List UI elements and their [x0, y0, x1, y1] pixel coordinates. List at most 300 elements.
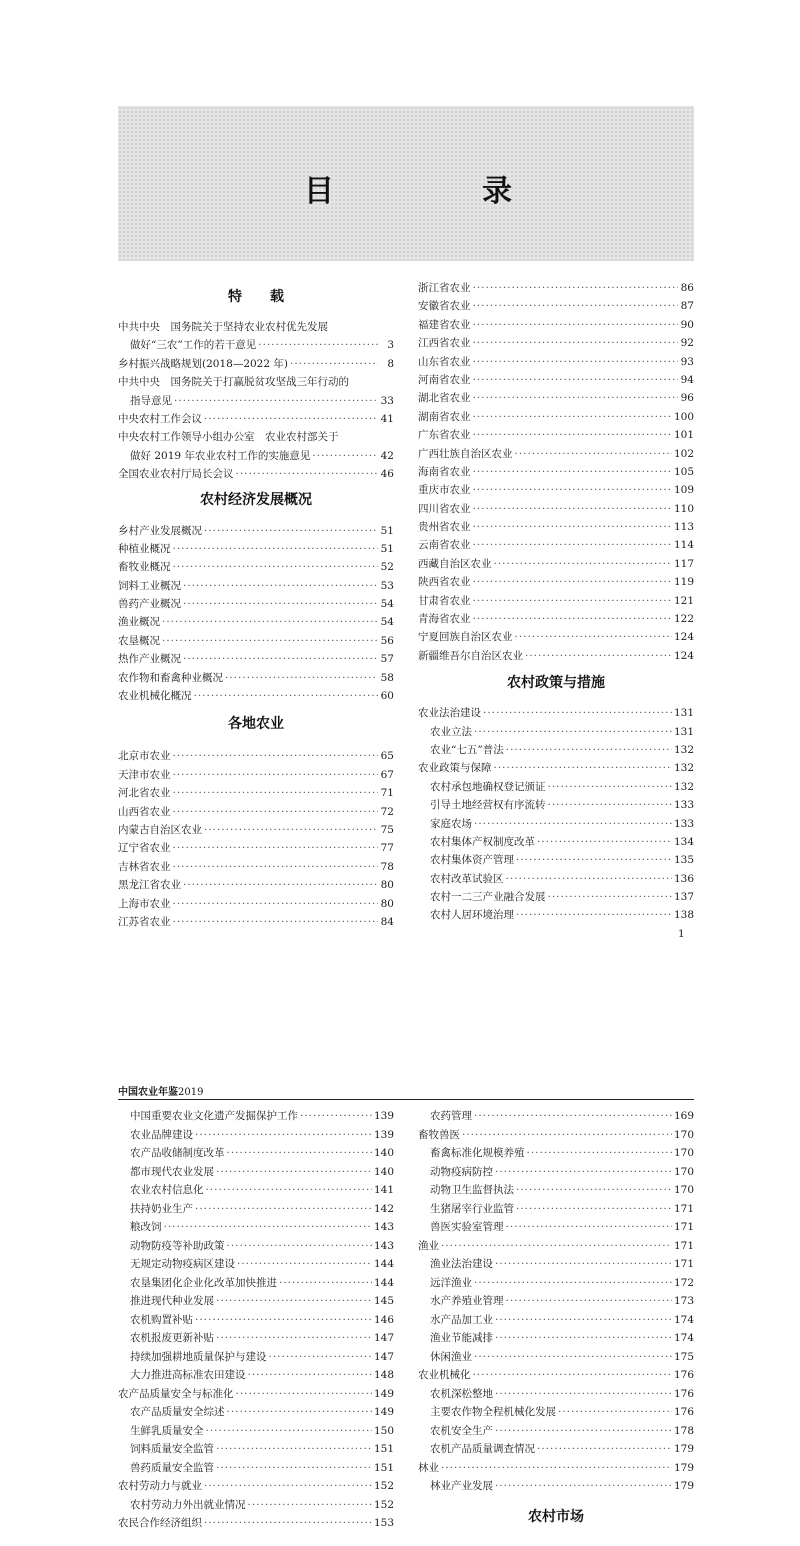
- toc-entry-page: 147: [373, 1332, 394, 1344]
- toc-entry-title: 家庭农场: [430, 817, 472, 830]
- toc-entry: [418, 796, 694, 814]
- toc-entry: [118, 428, 394, 446]
- toc-entry-page: 172: [673, 1276, 694, 1289]
- toc-entry-leader: [515, 445, 672, 463]
- toc-entry-page: 137: [673, 891, 694, 904]
- toc-entry-title: 农民合作经济组织: [118, 1517, 202, 1529]
- toc-entry-page: 72: [380, 805, 394, 818]
- toc-entry-leader: [183, 650, 378, 668]
- toc-entry-page: 122: [673, 613, 694, 626]
- toc-entry: [118, 1366, 394, 1385]
- toc-entry-leader: [495, 1255, 672, 1274]
- toc-entry-title: 都市现代农业发展: [130, 1165, 214, 1178]
- toc-entry-title: 新疆维吾尔自治区农业: [418, 649, 523, 662]
- toc-entry-page: 60: [380, 690, 394, 703]
- toc-entry-title: 宁夏回族自治区农业: [418, 631, 513, 644]
- toc-entry-page: 178: [673, 1424, 694, 1437]
- toc-entry: [418, 1366, 694, 1385]
- toc-entry-title: 农村改革试验区: [430, 872, 504, 885]
- toc-entry-page: 131: [673, 725, 694, 738]
- toc-entry: [118, 1218, 394, 1237]
- toc-entry: [118, 1440, 394, 1459]
- toc-entry-leader: [506, 741, 672, 759]
- toc-entry-page: 140: [373, 1147, 394, 1159]
- toc-entry-page: 94: [680, 373, 694, 386]
- toc-entry-leader: [290, 355, 378, 373]
- toc-entry-page: 67: [380, 768, 394, 781]
- toc-entry: [118, 1329, 394, 1348]
- toc-entry-leader: [515, 628, 672, 646]
- toc-entry-title: 陕西省农业: [418, 576, 471, 589]
- toc-entry-leader: [516, 851, 672, 869]
- toc-entry: [418, 481, 694, 499]
- toc-entry-page: 132: [673, 762, 694, 775]
- toc-entry-title: 农业政策与保障: [418, 762, 492, 775]
- toc-entry-title: 林业: [418, 1461, 439, 1474]
- toc-entry: [118, 1237, 394, 1256]
- toc-entry-page: 71: [380, 787, 394, 800]
- toc-entry: [418, 1126, 694, 1145]
- toc-entry-leader: [173, 766, 379, 784]
- toc-entry-title: 农业法治建设: [418, 707, 481, 720]
- toc-entry-title: 农业立法: [430, 725, 472, 738]
- toc-entry-page: 90: [680, 318, 694, 331]
- toc-entry-title: 黑龙江省农业: [118, 879, 181, 892]
- toc-entry-leader: [495, 1422, 672, 1441]
- toc-entry-page: 41: [380, 412, 394, 425]
- toc-entry: [418, 1329, 694, 1348]
- toc-entry: [118, 613, 394, 631]
- toc-entry-page: 84: [380, 915, 394, 928]
- toc-entry-title: 兽药产业概况: [118, 598, 181, 611]
- toc-entry-title: 动物防疫等补助政策: [130, 1239, 225, 1252]
- toc-entry: [418, 907, 694, 925]
- toc-entry-leader: [473, 536, 672, 554]
- toc-entry: [118, 747, 394, 765]
- toc-entry-page: 149: [373, 1387, 394, 1400]
- toc-entry: [418, 1218, 694, 1237]
- toc-entry: [118, 876, 394, 894]
- toc-entry-title: 水产养殖业管理: [430, 1295, 504, 1307]
- toc-entry-title: 全国农业农村厅局长会议: [118, 468, 234, 481]
- toc-entry-leader: [473, 592, 672, 610]
- toc-entry-page: 54: [380, 598, 394, 611]
- toc-entry-page: 110: [673, 502, 694, 515]
- toc-entry: [118, 1422, 394, 1441]
- toc-entry-page: 124: [673, 649, 694, 662]
- toc-entry-leader: [216, 1292, 372, 1311]
- toc-entry-leader: [173, 784, 379, 802]
- toc-entry: [118, 632, 394, 650]
- running-head-title: 中国农业年鉴: [118, 1087, 178, 1098]
- toc-entry-title: 农村集体资产管理: [430, 854, 514, 867]
- header-rule: [118, 1099, 694, 1100]
- toc-entry-title: 重庆市农业: [418, 484, 471, 497]
- toc-entry-title: 热作产业概况: [118, 653, 181, 666]
- toc-entry-title: 中央农村工作会议: [118, 412, 202, 425]
- toc-entry-leader: [227, 1144, 372, 1163]
- toc-title-char-1: 目: [304, 174, 334, 209]
- toc-entry: [118, 784, 394, 802]
- toc-list-page2-left: [118, 1107, 394, 1533]
- toc-entry-page: 152: [373, 1498, 394, 1511]
- toc-entry-leader: [204, 821, 378, 839]
- toc-entry: [118, 1403, 394, 1422]
- toc-entry: [418, 1181, 694, 1200]
- toc-entry-title: 海南省农业: [418, 465, 471, 478]
- toc-entry-title: 做好“三农”工作的若干意见: [130, 339, 257, 352]
- toc-entry-leader: [483, 704, 672, 722]
- toc-entry-leader: [516, 1181, 672, 1200]
- toc-entry-leader: [473, 518, 672, 536]
- toc-entry-leader: [173, 540, 379, 558]
- toc-entry-title: 吉林省农业: [118, 860, 171, 873]
- toc-entry-page: 52: [380, 561, 394, 574]
- toc-entry-page: 139: [373, 1128, 394, 1141]
- toc-entry: [118, 1292, 394, 1311]
- toc-entry-page: 140: [373, 1165, 394, 1178]
- toc-right-column: [418, 279, 694, 925]
- toc-entry-leader: [183, 595, 378, 613]
- toc-entry: [418, 1440, 694, 1459]
- toc-entry-title: 农机深松整地: [430, 1387, 493, 1400]
- toc-entry-title: 浙江省农业: [418, 281, 471, 294]
- toc-entry: [418, 353, 694, 371]
- toc-entry: [418, 408, 694, 426]
- toc-entry-title: 水产品加工业: [430, 1313, 493, 1326]
- toc-entry-title: 粮改饲: [130, 1221, 162, 1233]
- toc-entry-title: 农药管理: [430, 1110, 472, 1122]
- toc-entry-leader: [516, 1200, 672, 1219]
- toc-entry: [418, 1255, 694, 1274]
- toc-entry-page: 174: [673, 1313, 694, 1326]
- toc-entry-title: 农业“七五”普法: [430, 743, 504, 756]
- toc-entry-leader: [204, 1514, 372, 1533]
- toc-entry-page: 170: [673, 1165, 694, 1178]
- toc-entry-leader: [506, 1218, 672, 1237]
- toc-entry: [418, 334, 694, 352]
- toc-entry-leader: [269, 1348, 372, 1367]
- toc-entry-page: 65: [380, 750, 394, 763]
- toc-entry-leader: [495, 1163, 672, 1182]
- toc-entry-title: 渔业: [418, 1239, 439, 1252]
- toc-entry-leader: [173, 839, 379, 857]
- toc-entry-leader: [258, 336, 378, 354]
- toc-entry-page: 144: [373, 1276, 394, 1289]
- toc-entry-page: 132: [673, 780, 694, 793]
- toc-entry-title: 扶持奶业生产: [130, 1202, 193, 1215]
- toc-entry: [418, 573, 694, 591]
- toc-entry-page: 171: [673, 1221, 694, 1233]
- section-heading-economy: 农村经济发展概况: [200, 491, 312, 508]
- toc-entry-title: 推进现代种业发展: [130, 1295, 214, 1307]
- toc-title-banner: [118, 106, 694, 261]
- toc-entry-page: 147: [373, 1350, 394, 1363]
- toc-entry-title: 河南省农业: [418, 373, 471, 386]
- toc-entry-title: 动物卫生监督执法: [430, 1184, 514, 1196]
- toc-entry-page: 109: [673, 484, 694, 497]
- toc-entry: [118, 1163, 394, 1182]
- toc-list-economy: [118, 522, 394, 706]
- toc-entry-leader: [473, 500, 672, 518]
- toc-entry-page: 150: [373, 1424, 394, 1437]
- toc-entry: [118, 336, 394, 354]
- toc-entry-page: 142: [373, 1202, 394, 1215]
- toc-entry-title: 江西省农业: [418, 337, 471, 350]
- toc-entry-leader: [173, 858, 379, 876]
- toc-entry-leader: [494, 759, 672, 777]
- toc-entry-title: 农产品质量安全综述: [130, 1406, 225, 1418]
- toc-entry: [118, 821, 394, 839]
- toc-entry: [118, 839, 394, 857]
- toc-entry-leader: [227, 1403, 372, 1422]
- section-heading-special: 特 载: [228, 289, 284, 305]
- toc-entry-leader: [237, 1255, 372, 1274]
- toc-entry-leader: [173, 558, 379, 576]
- toc-entry-page: 33: [380, 394, 394, 407]
- toc-entry: [418, 1422, 694, 1441]
- toc-entry-leader: [558, 1403, 672, 1422]
- toc-entry-leader: [506, 1292, 672, 1311]
- section-heading-policy: 农村政策与措施: [507, 675, 605, 692]
- toc-entry-title: 引导土地经营权有序流转: [430, 799, 546, 812]
- toc-entry-title: 湖北省农业: [418, 392, 471, 405]
- toc-entry-page: 42: [380, 449, 394, 462]
- toc-entry: [418, 500, 694, 518]
- page-number: 1: [678, 928, 685, 940]
- toc-entry-title: 无规定动物疫病区建设: [130, 1258, 235, 1270]
- toc-entry-page: 121: [673, 594, 694, 607]
- toc-entry-leader: [248, 1496, 372, 1515]
- toc-entry-page: 101: [673, 429, 694, 442]
- toc-entry: [118, 1459, 394, 1478]
- toc-entry-title: 兽药质量安全监管: [130, 1461, 214, 1474]
- toc-entry: [118, 803, 394, 821]
- toc-entry-leader: [225, 669, 378, 687]
- toc-entry-page: 153: [373, 1517, 394, 1529]
- toc-entry: [418, 1163, 694, 1182]
- toc-entry-title: 广东省农业: [418, 429, 471, 442]
- toc-left-column-2: [118, 1107, 394, 1533]
- toc-entry-leader: [206, 1181, 372, 1200]
- toc-entry-leader: [195, 1311, 372, 1330]
- toc-entry-title: 中央农村工作领导小组办公室 农业农村部关于: [118, 431, 339, 444]
- toc-entry-leader: [248, 1366, 372, 1385]
- toc-entry-title: 江苏省农业: [118, 915, 171, 928]
- toc-entry-title: 生猪屠宰行业监管: [430, 1202, 514, 1215]
- toc-entry-page: 149: [373, 1406, 394, 1418]
- running-head-year: 2019: [178, 1087, 204, 1098]
- toc-entry-title: 动物疫病防控: [430, 1165, 493, 1178]
- toc-entry-leader: [506, 870, 672, 888]
- toc-entry-leader: [195, 1200, 372, 1219]
- toc-entry-leader: [279, 1274, 372, 1293]
- toc-entry: [418, 1311, 694, 1330]
- toc-entry-title: 青海省农业: [418, 613, 471, 626]
- toc-entry: [118, 766, 394, 784]
- toc-entry: [118, 1181, 394, 1200]
- toc-entry: [118, 558, 394, 576]
- toc-entry-title: 休闲渔业: [430, 1350, 472, 1363]
- toc-entry-title: 农村集体产权制度改革: [430, 835, 535, 848]
- toc-entry: [418, 1459, 694, 1478]
- toc-entry: [418, 297, 694, 315]
- toc-entry-leader: [473, 426, 672, 444]
- toc-entry-leader: [204, 1477, 372, 1496]
- toc-entry-leader: [527, 1144, 672, 1163]
- toc-entry: [118, 1274, 394, 1293]
- toc-entry-page: 46: [380, 468, 394, 481]
- toc-entry-title: 农业机械化: [418, 1369, 471, 1381]
- toc-entry-leader: [473, 463, 672, 481]
- toc-entry-leader: [164, 1218, 372, 1237]
- toc-entry-title: 天津市农业: [118, 768, 171, 781]
- toc-entry-title: 乡村产业发展概况: [118, 524, 202, 537]
- toc-entry-title: 农垦概况: [118, 634, 160, 647]
- toc-entry-leader: [473, 316, 679, 334]
- toc-entry-page: 170: [673, 1147, 694, 1159]
- toc-entry-page: 114: [673, 539, 694, 552]
- toc-right-column-2: [418, 1107, 694, 1534]
- toc-entry-title: 农村一二三产业融合发展: [430, 891, 546, 904]
- toc-entry-page: 176: [673, 1406, 694, 1418]
- toc-entry-page: 179: [673, 1480, 694, 1492]
- toc-entry: [418, 778, 694, 796]
- toc-entry-leader: [473, 297, 679, 315]
- toc-entry-leader: [204, 410, 378, 428]
- toc-entry-leader: [162, 613, 378, 631]
- toc-entry: [118, 1348, 394, 1367]
- toc-entry-page: 133: [673, 799, 694, 812]
- toc-entry-leader: [227, 1237, 372, 1256]
- toc-entry-title: 农机产品质量调查情况: [430, 1443, 535, 1455]
- toc-entry-title: 农村承包地确权登记颁证: [430, 780, 546, 793]
- toc-entry-page: 77: [380, 842, 394, 855]
- toc-list-regional: [118, 747, 394, 931]
- toc-entry-leader: [495, 1477, 672, 1496]
- toc-entry-title: 指导意见: [130, 394, 172, 407]
- toc-entry-page: 102: [673, 447, 694, 460]
- toc-entry-page: 179: [673, 1461, 694, 1474]
- toc-entry-title: 河北省农业: [118, 787, 171, 800]
- toc-entry: [118, 577, 394, 595]
- toc-entry-page: 145: [373, 1295, 394, 1307]
- toc-entry-leader: [473, 1366, 672, 1385]
- toc-entry-title: 畜牧兽医: [418, 1128, 460, 1141]
- toc-entry-page: 169: [673, 1110, 694, 1122]
- toc-entry-leader: [473, 573, 672, 591]
- toc-entry-title: 福建省农业: [418, 318, 471, 331]
- toc-entry-page: 93: [680, 355, 694, 368]
- toc-entry-title: 饲料质量安全监管: [130, 1443, 214, 1455]
- toc-entry-title: 远洋渔业: [430, 1276, 472, 1289]
- toc-entry-title: 广西壮族自治区农业: [418, 447, 513, 460]
- toc-entry: [418, 389, 694, 407]
- toc-entry: [118, 1311, 394, 1330]
- toc-left-column: [118, 288, 394, 931]
- toc-entry: [118, 392, 394, 410]
- toc-entry-title: 内蒙古自治区农业: [118, 823, 202, 836]
- toc-entry-leader: [236, 1385, 372, 1404]
- toc-entry-page: 176: [673, 1369, 694, 1381]
- toc-entry: [118, 522, 394, 540]
- toc-entry-leader: [473, 481, 672, 499]
- toc-entry-title: 中国重要农业文化遗产发掘保护工作: [130, 1110, 298, 1122]
- toc-entry-page: 113: [673, 521, 694, 534]
- section-heading-market: 农村市场: [528, 1508, 584, 1525]
- toc-entry: [418, 1477, 694, 1496]
- toc-entry: [418, 741, 694, 759]
- toc-entry-page: 8: [387, 357, 394, 370]
- toc-entry-page: 171: [673, 1202, 694, 1215]
- toc-entry-title: 西藏自治区农业: [418, 557, 492, 570]
- toc-entry: [418, 628, 694, 646]
- toc-entry-page: 80: [380, 897, 394, 910]
- toc-entry-page: 132: [673, 743, 694, 756]
- toc-entry: [118, 595, 394, 613]
- toc-entry: [118, 1126, 394, 1145]
- toc-entry-page: 92: [680, 337, 694, 350]
- toc-entry-title: 农业机械化概况: [118, 690, 192, 703]
- toc-entry-page: 133: [673, 817, 694, 830]
- toc-entry-leader: [474, 1348, 672, 1367]
- toc-entry-page: 170: [673, 1128, 694, 1141]
- toc-entry: [118, 895, 394, 913]
- toc-entry-page: 136: [673, 872, 694, 885]
- toc-entry-leader: [462, 1126, 672, 1145]
- toc-entry-leader: [473, 279, 679, 297]
- toc-entry-title: 中共中央 国务院关于打赢脱贫攻坚战三年行动的: [118, 376, 349, 389]
- toc-entry-page: 152: [373, 1480, 394, 1492]
- toc-entry-page: 148: [373, 1369, 394, 1381]
- toc-entry-leader: [204, 522, 378, 540]
- toc-title-char-2: 录: [482, 174, 512, 209]
- toc-entry-page: 135: [673, 854, 694, 867]
- toc-entry-title: 农作物和畜禽种业概况: [118, 671, 223, 684]
- toc-entry-page: 170: [673, 1184, 694, 1196]
- toc-entry: [418, 1107, 694, 1126]
- toc-entry-page: 87: [680, 300, 694, 313]
- toc-entry: [118, 540, 394, 558]
- toc-entry-title: 做好 2019 年农业农村工作的实施意见: [130, 449, 311, 462]
- toc-entry-page: 151: [373, 1461, 394, 1474]
- toc-entry-title: 种植业概况: [118, 542, 171, 555]
- toc-entry: [418, 888, 694, 906]
- toc-entry-leader: [194, 687, 379, 705]
- toc-entry: [418, 518, 694, 536]
- toc-entry-leader: [495, 1329, 672, 1348]
- toc-entry-title: 畜牧业概况: [118, 561, 171, 574]
- toc-entry-leader: [495, 1385, 672, 1404]
- toc-entry-page: 134: [673, 835, 694, 848]
- toc-entry-leader: [495, 1311, 672, 1330]
- toc-entry: [418, 592, 694, 610]
- toc-entry: [418, 1144, 694, 1163]
- toc-entry-leader: [173, 747, 379, 765]
- toc-entry-leader: [525, 647, 672, 665]
- toc-entry: [418, 759, 694, 777]
- toc-entry-leader: [474, 815, 672, 833]
- toc-entry: [418, 445, 694, 463]
- toc-entry-page: 80: [380, 879, 394, 892]
- toc-entry-page: 100: [673, 410, 694, 423]
- toc-entry: [118, 465, 394, 483]
- toc-entry-title: 农业品牌建设: [130, 1128, 193, 1141]
- toc-entry-title: 农垦集团化企业化改革加快推进: [130, 1276, 277, 1289]
- toc-entry-title: 乡村振兴战略规划(2018—2022 年): [118, 357, 288, 370]
- toc-entry-title: 农机报废更新补贴: [130, 1332, 214, 1344]
- toc-entry-page: 78: [380, 860, 394, 873]
